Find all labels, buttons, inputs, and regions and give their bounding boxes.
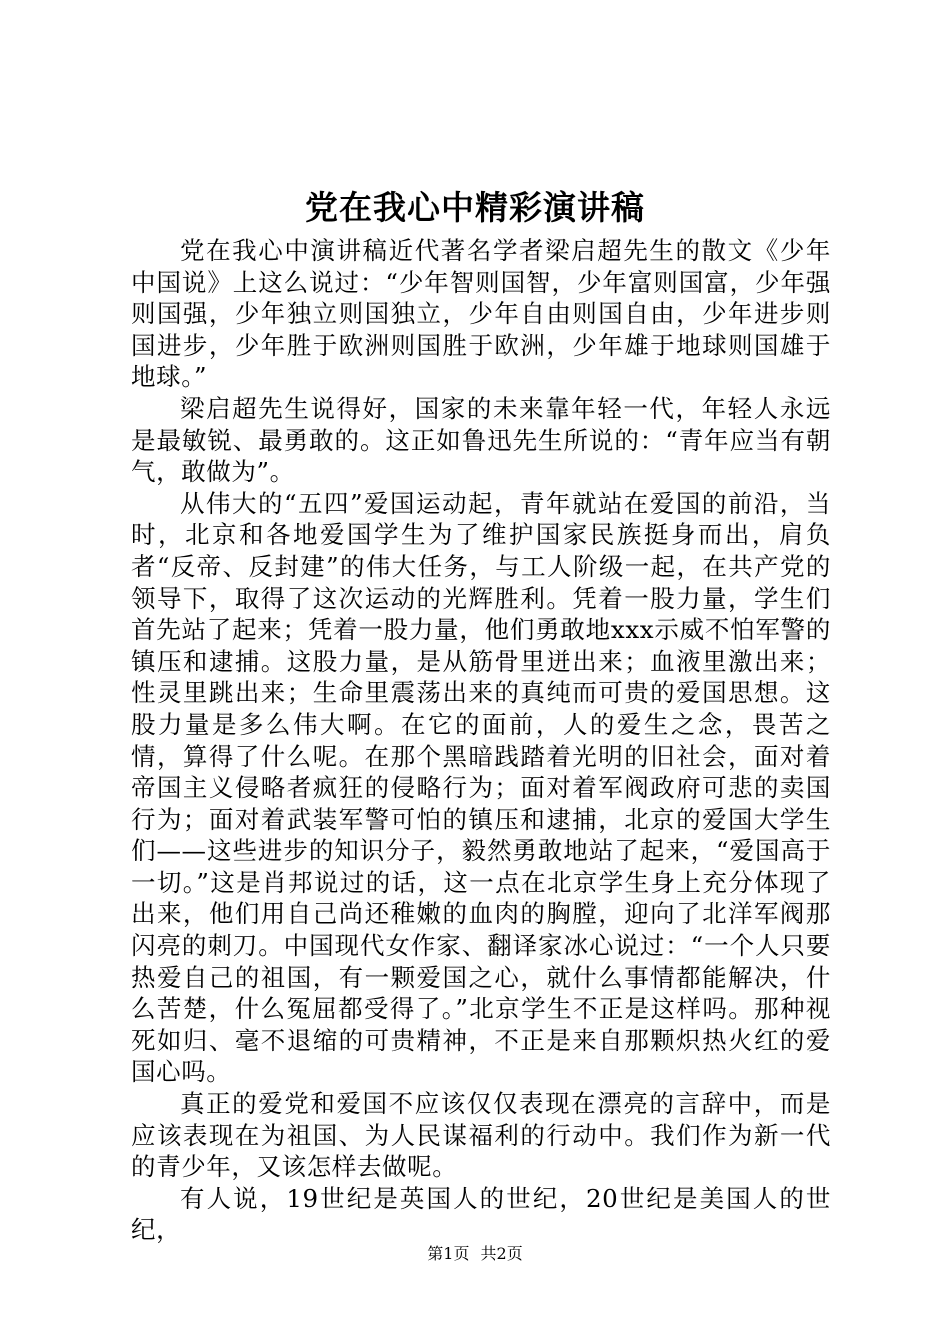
- paragraph: 梁启超先生说得好，国家的未来靠年轻一代，年轻人永远是最敏锐、最勇敢的。这正如鲁迅先生所说的：“青年应当有朝气，敢做为”。: [131, 393, 831, 487]
- page-number-total: 共2页: [480, 1244, 523, 1263]
- page-number-current: 第1页: [427, 1244, 470, 1263]
- document-body: [131, 235, 831, 1246]
- paragraph: 真正的爱党和爱国不应该仅仅表现在漂亮的言辞中，而是应该表现在为祖国、为人民谋福利的行动中。我们作为新一代的青少年，又该怎样去做呢。: [131, 1089, 831, 1182]
- paragraph: 党在我心中演讲稿近代著名学者梁启超先生的散文《少年中国说》上这么说过：“少年智则国智，少年富则国富，少年强则国强，少年独立则国独立，少年自由则国自由，少年进步则国进步，少年胜于欧洲则国胜于欧洲，少年雄于地球则国雄于地球。”: [131, 236, 831, 392]
- document-title: 党在我心中精彩演讲稿: [305, 188, 645, 227]
- paragraph: 有人说，19世纪是英国人的世纪，20世纪是美国人的世纪，: [131, 1183, 831, 1245]
- page-footer: [0, 1244, 950, 1264]
- paragraph: 从伟大的“五四”爱国运动起，青年就站在爱国的前沿，当时，北京和各地爱国学生为了维护国家民族挺身而出，肩负者“反帝、反封建”的伟大任务，与工人阶级一起，在共产党的领导下，取得了这次运动的光辉胜利。凭着一股力量，学生们首先站了起来；凭着一股力量，他们勇敢地xxx示威不怕军警的镇压和逮捕。这股力量，是从筋骨里迸出来；血液里激出来；性灵里跳出来；生命里震荡出来的真纯而可贵的爱国思想。这股力量是多么伟大啊。在它的面前，人的爱生之念，畏苦之情，算得了什么呢。在那个黑暗践踏着光明的旧社会，面对着帝国主义侵略者疯狂的侵略行为；面对着军阀政府可悲的卖国行为；面对着武装军警可怕的镇压和逮捕，北京的爱国大学生们——这些进步的知识分子，毅然勇敢地站了起来，“爱国高于一切。”这是肖邦说过的话，这一点在北京学生身上充分体现了出来，他们用自己尚还稚嫩的血肉的胸膛，迎向了北洋军阀那闪亮的刺刀。中国现代女作家、翻译家冰心说过：“一个人只要热爱自己的祖国，有一颗爱国之心，就什么事情都能解决，什么苦楚，什么冤屈都受得了。”北京学生不正是这样吗。那种视死如归、毫不退缩的可贵精神，不正是来自那颗炽热火红的爱国心吗。: [131, 488, 831, 1087]
